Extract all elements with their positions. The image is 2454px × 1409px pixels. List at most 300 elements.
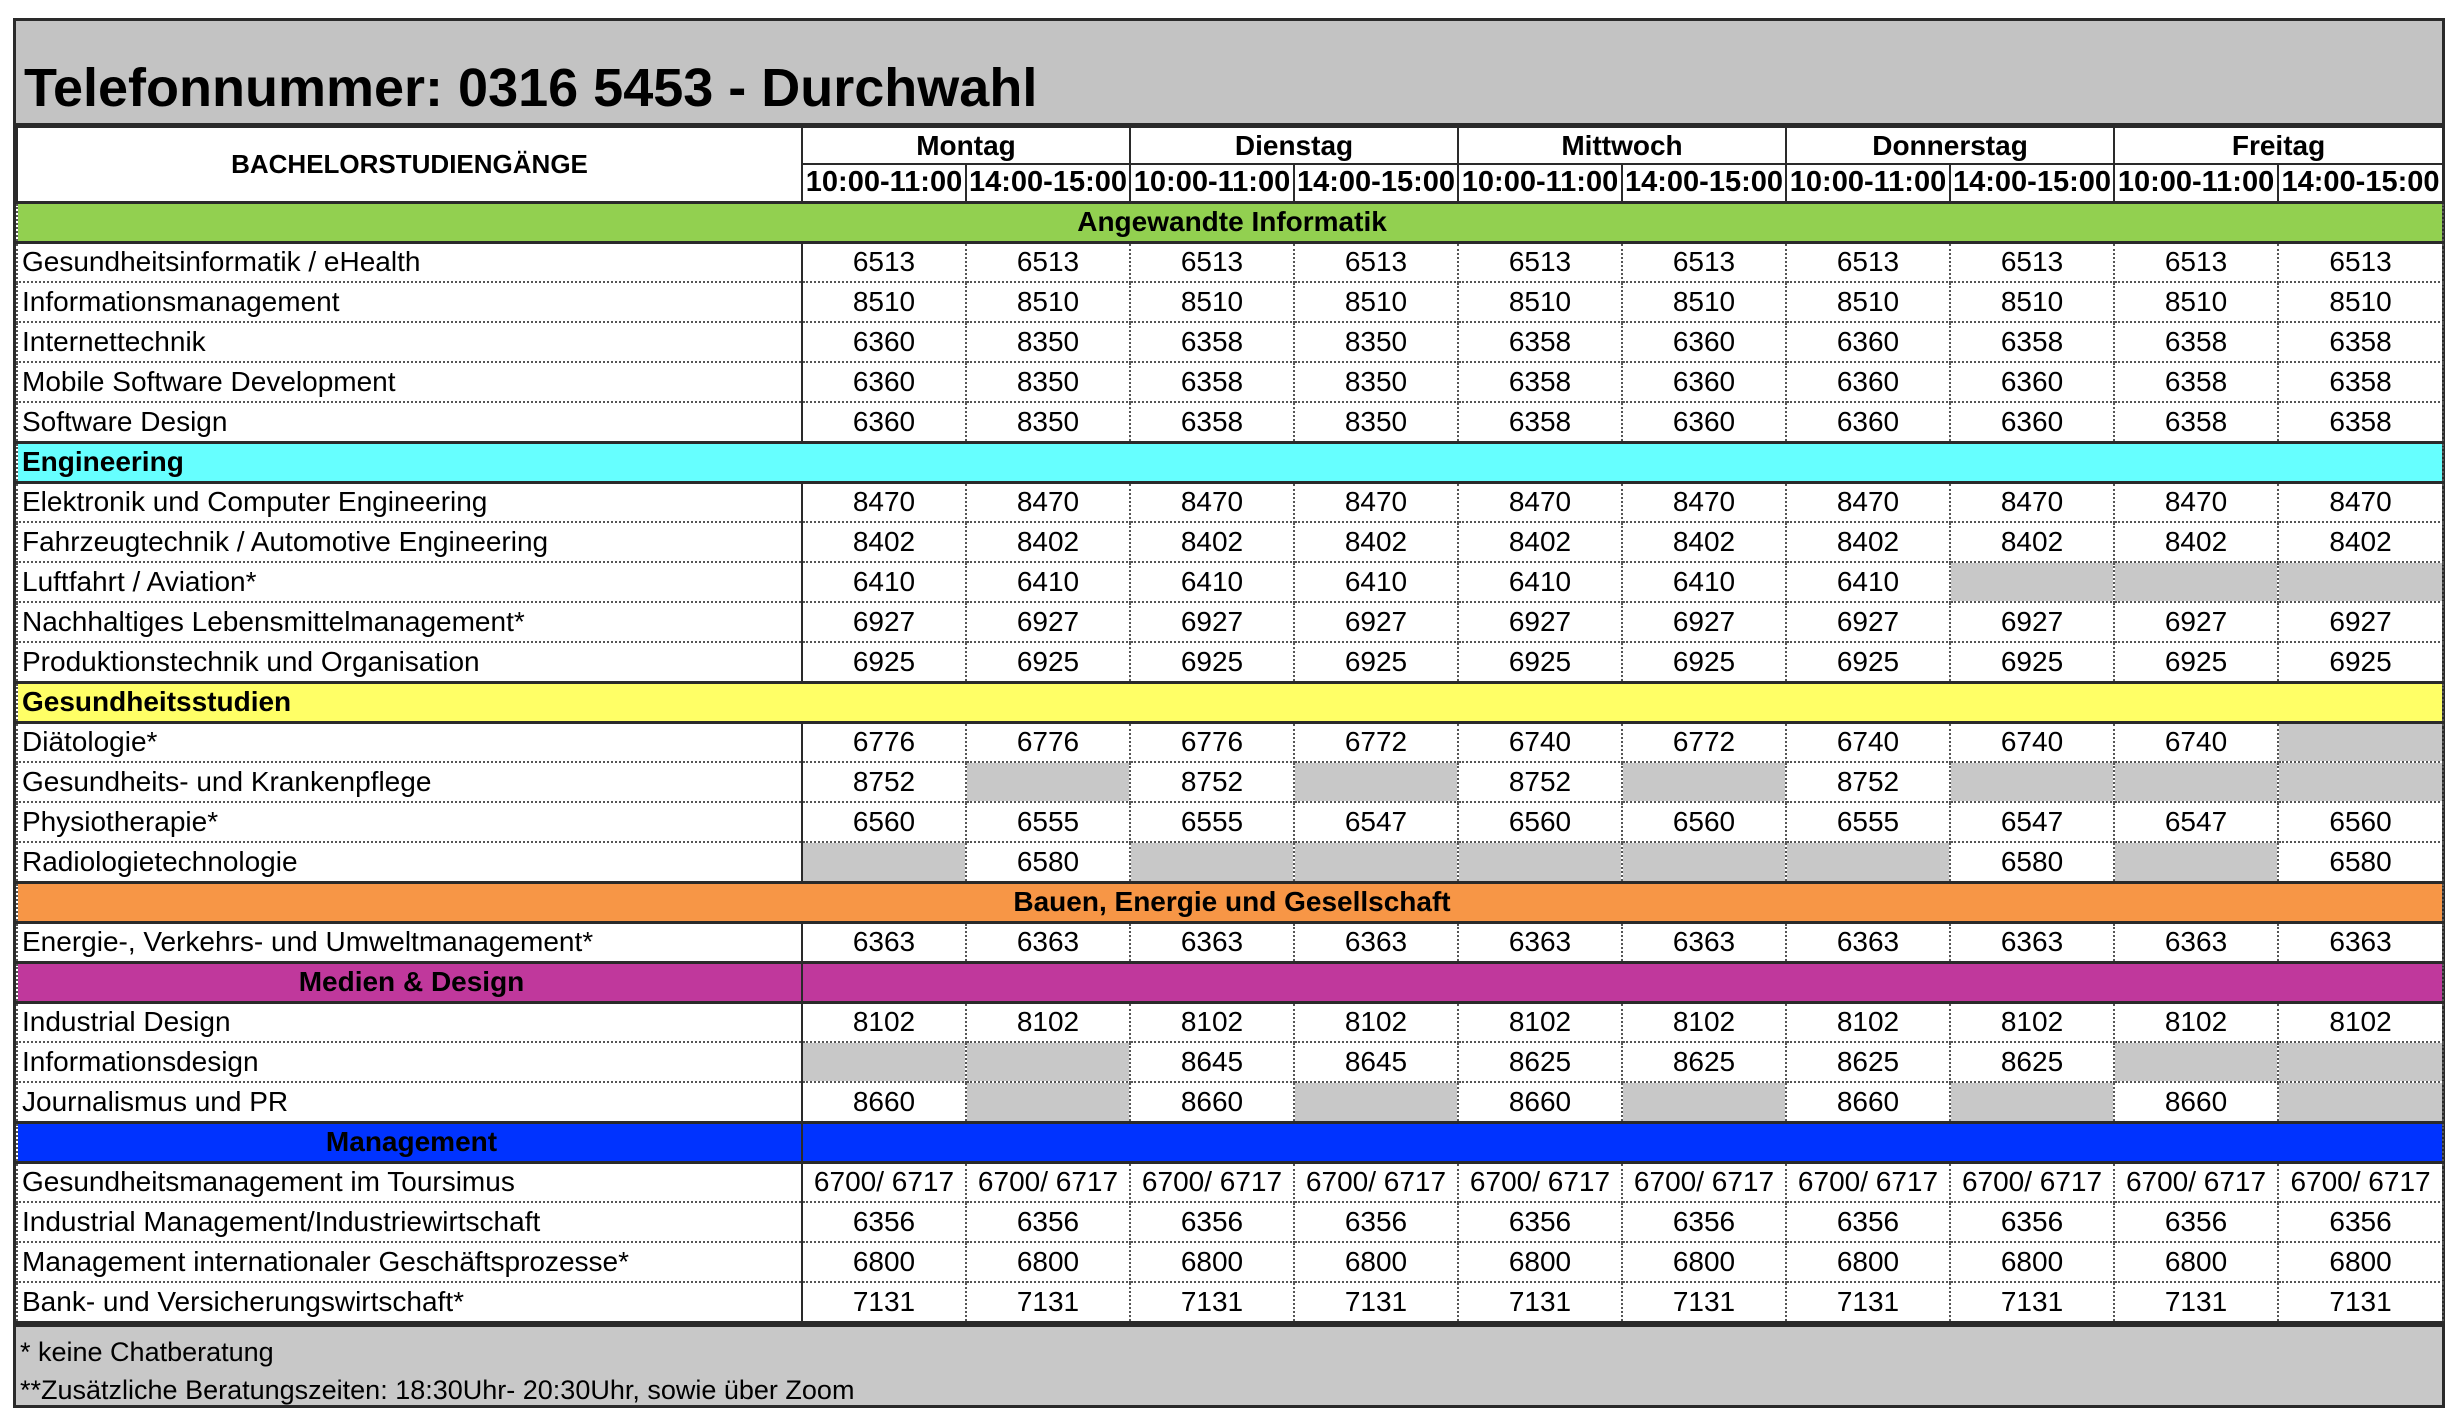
extension-cell: 6358 <box>1950 322 2114 362</box>
extension-cell: 8350 <box>966 402 1130 442</box>
extension-cell: 6925 <box>1294 642 1458 682</box>
extension-cell: 8402 <box>2278 522 2443 562</box>
extension-cell: 6776 <box>966 722 1130 762</box>
extension-cell: 6547 <box>2114 802 2278 842</box>
extension-cell: 7131 <box>802 1282 966 1322</box>
extension-cell: 6358 <box>1458 322 1622 362</box>
empty-slot-cell <box>1130 842 1294 882</box>
empty-slot-cell <box>2114 1042 2278 1082</box>
footnote-extra-hours: **Zusätzliche Beratungszeiten: 18:30Uhr- 20:30Uhr, sowie über Zoom <box>20 1374 855 1405</box>
extension-cell: 6772 <box>1622 722 1786 762</box>
extension-cell: 6360 <box>1950 402 2114 442</box>
empty-slot-cell <box>1950 562 2114 602</box>
extension-cell: 6740 <box>1786 722 1950 762</box>
slot-header: 10:00-11:00 <box>802 164 966 202</box>
program-label: Produktionstechnik und Organisation <box>17 642 802 682</box>
empty-slot-cell <box>2278 1042 2443 1082</box>
section-label: Angewandte Informatik <box>17 202 2443 242</box>
slot-header: 14:00-15:00 <box>1294 164 1458 202</box>
extension-cell: 8470 <box>2114 482 2278 522</box>
extension-cell: 6363 <box>1950 922 2114 962</box>
extension-cell: 8350 <box>966 362 1130 402</box>
extension-cell: 6513 <box>1130 242 1294 282</box>
extension-cell: 6513 <box>1458 242 1622 282</box>
extension-cell: 6927 <box>1458 602 1622 642</box>
extension-cell: 6776 <box>1130 722 1294 762</box>
extension-cell: 8645 <box>1294 1042 1458 1082</box>
extension-cell: 6356 <box>1294 1202 1458 1242</box>
slot-header: 10:00-11:00 <box>1786 164 1950 202</box>
program-label: Luftfahrt / Aviation* <box>17 562 802 602</box>
extension-cell: 8660 <box>1130 1082 1294 1122</box>
extension-cell: 8752 <box>1458 762 1622 802</box>
slot-header: 10:00-11:00 <box>2114 164 2278 202</box>
table-row <box>17 802 2443 842</box>
extension-cell: 6358 <box>2114 322 2278 362</box>
extension-cell: 6356 <box>966 1202 1130 1242</box>
extension-cell: 6513 <box>1294 242 1458 282</box>
extension-cell: 8102 <box>1458 1002 1622 1042</box>
extension-cell: 6927 <box>1950 602 2114 642</box>
title-row <box>16 21 2442 126</box>
program-label: Gesundheitsinformatik / eHealth <box>17 242 802 282</box>
extension-cell: 8510 <box>1622 282 1786 322</box>
extension-cell: 8102 <box>2114 1002 2278 1042</box>
extension-cell: 6360 <box>1622 402 1786 442</box>
extension-cell: 8470 <box>1458 482 1622 522</box>
extension-cell: 6700/ 6717 <box>2114 1162 2278 1202</box>
schedule-table <box>16 126 2444 1324</box>
extension-cell: 8470 <box>1130 482 1294 522</box>
extension-cell: 6700/ 6717 <box>1294 1162 1458 1202</box>
extension-cell: 6360 <box>802 402 966 442</box>
extension-cell: 8402 <box>1786 522 1950 562</box>
extension-cell: 6580 <box>966 842 1130 882</box>
extension-cell: 8625 <box>1786 1042 1950 1082</box>
extension-cell: 7131 <box>1950 1282 2114 1322</box>
slot-header: 10:00-11:00 <box>1458 164 1622 202</box>
extension-cell: 6925 <box>1950 642 2114 682</box>
extension-cell: 6410 <box>1294 562 1458 602</box>
empty-slot-cell <box>1622 1082 1786 1122</box>
extension-cell: 6700/ 6717 <box>1950 1162 2114 1202</box>
extension-cell: 6360 <box>1786 362 1950 402</box>
table-row <box>17 1282 2443 1322</box>
extension-cell: 6358 <box>1130 322 1294 362</box>
extension-cell: 6363 <box>1786 922 1950 962</box>
table-row <box>17 602 2443 642</box>
extension-cell: 6800 <box>2114 1242 2278 1282</box>
extension-cell: 8350 <box>1294 402 1458 442</box>
table-row <box>17 1242 2443 1282</box>
section-label: Bauen, Energie und Gesellschaft <box>17 882 2443 922</box>
extension-cell: 8470 <box>2278 482 2443 522</box>
table-row <box>17 402 2443 442</box>
day-header-row <box>17 127 2443 164</box>
footnote-chat: * keine Chatberatung <box>20 1336 274 1367</box>
empty-slot-cell <box>1950 762 2114 802</box>
extension-cell: 6513 <box>2114 242 2278 282</box>
extension-cell: 8470 <box>802 482 966 522</box>
extension-cell: 8645 <box>1130 1042 1294 1082</box>
extension-cell: 6555 <box>1130 802 1294 842</box>
empty-slot-cell <box>2114 762 2278 802</box>
extension-cell: 8350 <box>1294 322 1458 362</box>
page-title: Telefonnummer: 0316 5453 - Durchwahl <box>24 58 1038 118</box>
extension-cell: 6363 <box>1458 922 1622 962</box>
extension-cell: 8402 <box>966 522 1130 562</box>
extension-cell: 6740 <box>1458 722 1622 762</box>
program-label: Mobile Software Development <box>17 362 802 402</box>
extension-cell: 8510 <box>1130 282 1294 322</box>
extension-cell: 6410 <box>1130 562 1294 602</box>
extension-cell: 6358 <box>2278 322 2443 362</box>
extension-cell: 6410 <box>1786 562 1950 602</box>
extension-cell: 6700/ 6717 <box>1786 1162 1950 1202</box>
section-label: Gesundheitsstudien <box>17 682 2443 722</box>
empty-slot-cell <box>802 1042 966 1082</box>
program-label: Fahrzeugtechnik / Automotive Engineering <box>17 522 802 562</box>
program-label: Software Design <box>17 402 802 442</box>
extension-cell: 6513 <box>802 242 966 282</box>
program-label: Management internationaler Geschäftsprozesse* <box>17 1242 802 1282</box>
extension-cell: 6358 <box>2278 402 2443 442</box>
extension-cell: 6927 <box>1130 602 1294 642</box>
extension-cell: 6740 <box>1950 722 2114 762</box>
extension-cell: 6360 <box>1786 402 1950 442</box>
program-label: Informationsmanagement <box>17 282 802 322</box>
extension-cell: 6925 <box>2114 642 2278 682</box>
table-row <box>17 1002 2443 1042</box>
extension-cell: 7131 <box>1458 1282 1622 1322</box>
table-row <box>17 1082 2443 1122</box>
extension-cell: 8625 <box>1622 1042 1786 1082</box>
extension-cell: 6356 <box>1786 1202 1950 1242</box>
extension-cell: 6358 <box>1130 362 1294 402</box>
extension-cell: 8660 <box>1786 1082 1950 1122</box>
section-label: Management <box>17 1122 802 1162</box>
extension-cell: 6363 <box>1294 922 1458 962</box>
extension-cell: 6560 <box>1622 802 1786 842</box>
extension-cell: 6800 <box>1458 1242 1622 1282</box>
slot-header: 14:00-15:00 <box>966 164 1130 202</box>
program-label: Bank- und Versicherungswirtschaft* <box>17 1282 802 1322</box>
extension-cell: 6800 <box>1622 1242 1786 1282</box>
table-row <box>17 482 2443 522</box>
extension-cell: 6800 <box>2278 1242 2443 1282</box>
extension-cell: 8510 <box>802 282 966 322</box>
table-row <box>17 522 2443 562</box>
empty-slot-cell <box>1950 1082 2114 1122</box>
extension-cell: 8470 <box>1786 482 1950 522</box>
extension-cell: 6356 <box>2114 1202 2278 1242</box>
extension-cell: 6356 <box>1950 1202 2114 1242</box>
extension-cell: 6580 <box>1950 842 2114 882</box>
extension-cell: 6925 <box>1458 642 1622 682</box>
program-label: Industrial Design <box>17 1002 802 1042</box>
extension-cell: 6560 <box>1458 802 1622 842</box>
extension-cell: 6925 <box>2278 642 2443 682</box>
extension-cell: 8102 <box>802 1002 966 1042</box>
extension-cell: 8102 <box>1622 1002 1786 1042</box>
extension-cell: 6560 <box>2278 802 2443 842</box>
extension-cell: 6360 <box>802 322 966 362</box>
slot-header: 14:00-15:00 <box>1622 164 1786 202</box>
extension-cell: 6513 <box>1786 242 1950 282</box>
program-label: Gesundheits- und Krankenpflege <box>17 762 802 802</box>
table-row <box>17 1162 2443 1202</box>
extension-cell: 6358 <box>1130 402 1294 442</box>
extension-cell: 7131 <box>1786 1282 1950 1322</box>
extension-cell: 6410 <box>1622 562 1786 602</box>
extension-cell: 6927 <box>802 602 966 642</box>
extension-cell: 8102 <box>1130 1002 1294 1042</box>
extension-cell: 8752 <box>1130 762 1294 802</box>
empty-slot-cell <box>802 842 966 882</box>
empty-slot-cell <box>2278 1082 2443 1122</box>
extension-cell: 8510 <box>1294 282 1458 322</box>
slot-header: 14:00-15:00 <box>2278 164 2443 202</box>
extension-cell: 6356 <box>1130 1202 1294 1242</box>
extension-cell: 6356 <box>1458 1202 1622 1242</box>
extension-cell: 8660 <box>1458 1082 1622 1122</box>
extension-cell: 8470 <box>966 482 1130 522</box>
extension-cell: 6925 <box>1130 642 1294 682</box>
extension-cell: 8402 <box>1458 522 1622 562</box>
extension-cell: 6363 <box>966 922 1130 962</box>
extension-cell: 6700/ 6717 <box>2278 1162 2443 1202</box>
corner-label: BACHELORSTUDIENGÄNGE <box>17 127 802 202</box>
empty-slot-cell <box>966 1082 1130 1122</box>
section-fill <box>802 1122 2443 1162</box>
slot-header: 14:00-15:00 <box>1950 164 2114 202</box>
extension-cell: 6358 <box>2278 362 2443 402</box>
extension-cell: 8402 <box>1294 522 1458 562</box>
extension-cell: 8402 <box>802 522 966 562</box>
table-row <box>17 722 2443 762</box>
extension-cell: 8510 <box>966 282 1130 322</box>
day-header-monday: Montag <box>802 127 1130 164</box>
extension-cell: 6513 <box>1622 242 1786 282</box>
program-label: Internettechnik <box>17 322 802 362</box>
extension-cell: 6360 <box>1786 322 1950 362</box>
extension-cell: 6927 <box>1786 602 1950 642</box>
extension-cell: 6360 <box>1950 362 2114 402</box>
extension-cell: 6927 <box>2278 602 2443 642</box>
extension-cell: 6560 <box>802 802 966 842</box>
empty-slot-cell <box>2278 722 2443 762</box>
extension-cell: 6363 <box>1130 922 1294 962</box>
extension-cell: 8660 <box>2114 1082 2278 1122</box>
extension-cell: 6925 <box>1622 642 1786 682</box>
schedule-sheet <box>13 18 2445 1408</box>
program-label: Journalismus und PR <box>17 1082 802 1122</box>
extension-cell: 6700/ 6717 <box>1622 1162 1786 1202</box>
program-label: Energie-, Verkehrs- und Umweltmanagement* <box>17 922 802 962</box>
extension-cell: 8402 <box>1950 522 2114 562</box>
extension-cell: 6800 <box>1294 1242 1458 1282</box>
day-header-wednesday: Mittwoch <box>1458 127 1786 164</box>
section-header-row <box>17 202 2443 242</box>
table-row <box>17 362 2443 402</box>
empty-slot-cell <box>1622 762 1786 802</box>
extension-cell: 6776 <box>802 722 966 762</box>
extension-cell: 6360 <box>1622 322 1786 362</box>
extension-cell: 8350 <box>1294 362 1458 402</box>
extension-cell: 6410 <box>966 562 1130 602</box>
extension-cell: 8752 <box>802 762 966 802</box>
extension-cell: 8510 <box>1786 282 1950 322</box>
table-row <box>17 242 2443 282</box>
extension-cell: 6800 <box>966 1242 1130 1282</box>
extension-cell: 7131 <box>1294 1282 1458 1322</box>
table-row <box>17 1042 2443 1082</box>
empty-slot-cell <box>2278 762 2443 802</box>
extension-cell: 6358 <box>1458 362 1622 402</box>
section-header-row <box>17 962 2443 1002</box>
extension-cell: 6547 <box>1950 802 2114 842</box>
empty-slot-cell <box>1786 842 1950 882</box>
schedule-body <box>17 202 2443 1322</box>
table-row <box>17 1202 2443 1242</box>
extension-cell: 6363 <box>2278 922 2443 962</box>
extension-cell: 6927 <box>966 602 1130 642</box>
table-row <box>17 322 2443 362</box>
extension-cell: 6363 <box>802 922 966 962</box>
extension-cell: 8470 <box>1950 482 2114 522</box>
extension-cell: 7131 <box>1130 1282 1294 1322</box>
extension-cell: 8470 <box>1294 482 1458 522</box>
empty-slot-cell <box>1294 842 1458 882</box>
extension-cell: 8660 <box>802 1082 966 1122</box>
empty-slot-cell <box>1458 842 1622 882</box>
extension-cell: 8625 <box>1458 1042 1622 1082</box>
extension-cell: 7131 <box>966 1282 1130 1322</box>
extension-cell: 6740 <box>2114 722 2278 762</box>
extension-cell: 6925 <box>802 642 966 682</box>
extension-cell: 6513 <box>2278 242 2443 282</box>
extension-cell: 6513 <box>1950 242 2114 282</box>
extension-cell: 8102 <box>2278 1002 2443 1042</box>
extension-cell: 6925 <box>1786 642 1950 682</box>
extension-cell: 8102 <box>1950 1002 2114 1042</box>
extension-cell: 6700/ 6717 <box>966 1162 1130 1202</box>
extension-cell: 6700/ 6717 <box>1458 1162 1622 1202</box>
extension-cell: 6927 <box>1622 602 1786 642</box>
extension-cell: 8510 <box>1458 282 1622 322</box>
extension-cell: 8402 <box>1622 522 1786 562</box>
empty-slot-cell <box>966 762 1130 802</box>
program-label: Gesundheitsmanagement im Toursimus <box>17 1162 802 1202</box>
table-row <box>17 282 2443 322</box>
extension-cell: 8625 <box>1950 1042 2114 1082</box>
table-row <box>17 842 2443 882</box>
section-label: Engineering <box>17 442 2443 482</box>
footnotes <box>16 1324 2442 1405</box>
extension-cell: 7131 <box>1622 1282 1786 1322</box>
program-label: Informationsdesign <box>17 1042 802 1082</box>
extension-cell: 6700/ 6717 <box>1130 1162 1294 1202</box>
empty-slot-cell <box>2278 562 2443 602</box>
program-label: Elektronik und Computer Engineering <box>17 482 802 522</box>
table-row <box>17 762 2443 802</box>
extension-cell: 6800 <box>802 1242 966 1282</box>
extension-cell: 6358 <box>2114 402 2278 442</box>
extension-cell: 8102 <box>966 1002 1130 1042</box>
slot-header: 10:00-11:00 <box>1130 164 1294 202</box>
section-header-row <box>17 442 2443 482</box>
extension-cell: 6356 <box>2278 1202 2443 1242</box>
day-header-tuesday: Dienstag <box>1130 127 1458 164</box>
empty-slot-cell <box>966 1042 1130 1082</box>
extension-cell: 6356 <box>802 1202 966 1242</box>
section-header-row <box>17 1122 2443 1162</box>
table-row <box>17 562 2443 602</box>
extension-cell: 6358 <box>1458 402 1622 442</box>
day-header-friday: Freitag <box>2114 127 2443 164</box>
extension-cell: 6925 <box>966 642 1130 682</box>
program-label: Nachhaltiges Lebensmittelmanagement* <box>17 602 802 642</box>
empty-slot-cell <box>2114 562 2278 602</box>
program-label: Industrial Management/Industriewirtschaft <box>17 1202 802 1242</box>
extension-cell: 6700/ 6717 <box>802 1162 966 1202</box>
extension-cell: 6356 <box>1622 1202 1786 1242</box>
extension-cell: 6410 <box>1458 562 1622 602</box>
extension-cell: 6800 <box>1130 1242 1294 1282</box>
extension-cell: 6800 <box>1786 1242 1950 1282</box>
extension-cell: 6360 <box>802 362 966 402</box>
extension-cell: 8510 <box>2278 282 2443 322</box>
extension-cell: 6927 <box>1294 602 1458 642</box>
extension-cell: 6363 <box>1622 922 1786 962</box>
section-fill <box>802 962 2443 1002</box>
extension-cell: 7131 <box>2278 1282 2443 1322</box>
extension-cell: 8510 <box>2114 282 2278 322</box>
extension-cell: 8102 <box>1294 1002 1458 1042</box>
extension-cell: 6555 <box>1786 802 1950 842</box>
program-label: Physiotherapie* <box>17 802 802 842</box>
extension-cell: 8510 <box>1950 282 2114 322</box>
program-label: Radiologietechnologie <box>17 842 802 882</box>
extension-cell: 7131 <box>2114 1282 2278 1322</box>
extension-cell: 8350 <box>966 322 1130 362</box>
extension-cell: 6410 <box>802 562 966 602</box>
day-header-thursday: Donnerstag <box>1786 127 2114 164</box>
extension-cell: 8402 <box>1130 522 1294 562</box>
extension-cell: 6547 <box>1294 802 1458 842</box>
section-header-row <box>17 682 2443 722</box>
extension-cell: 6360 <box>1622 362 1786 402</box>
empty-slot-cell <box>1622 842 1786 882</box>
section-header-row <box>17 882 2443 922</box>
extension-cell: 6772 <box>1294 722 1458 762</box>
empty-slot-cell <box>1294 762 1458 802</box>
empty-slot-cell <box>2114 842 2278 882</box>
extension-cell: 6927 <box>2114 602 2278 642</box>
extension-cell: 8402 <box>2114 522 2278 562</box>
section-label: Medien & Design <box>17 962 802 1002</box>
extension-cell: 8752 <box>1786 762 1950 802</box>
extension-cell: 6580 <box>2278 842 2443 882</box>
extension-cell: 6513 <box>966 242 1130 282</box>
table-row <box>17 642 2443 682</box>
table-row <box>17 922 2443 962</box>
extension-cell: 6800 <box>1950 1242 2114 1282</box>
extension-cell: 6358 <box>2114 362 2278 402</box>
extension-cell: 8470 <box>1622 482 1786 522</box>
empty-slot-cell <box>1294 1082 1458 1122</box>
extension-cell: 6555 <box>966 802 1130 842</box>
